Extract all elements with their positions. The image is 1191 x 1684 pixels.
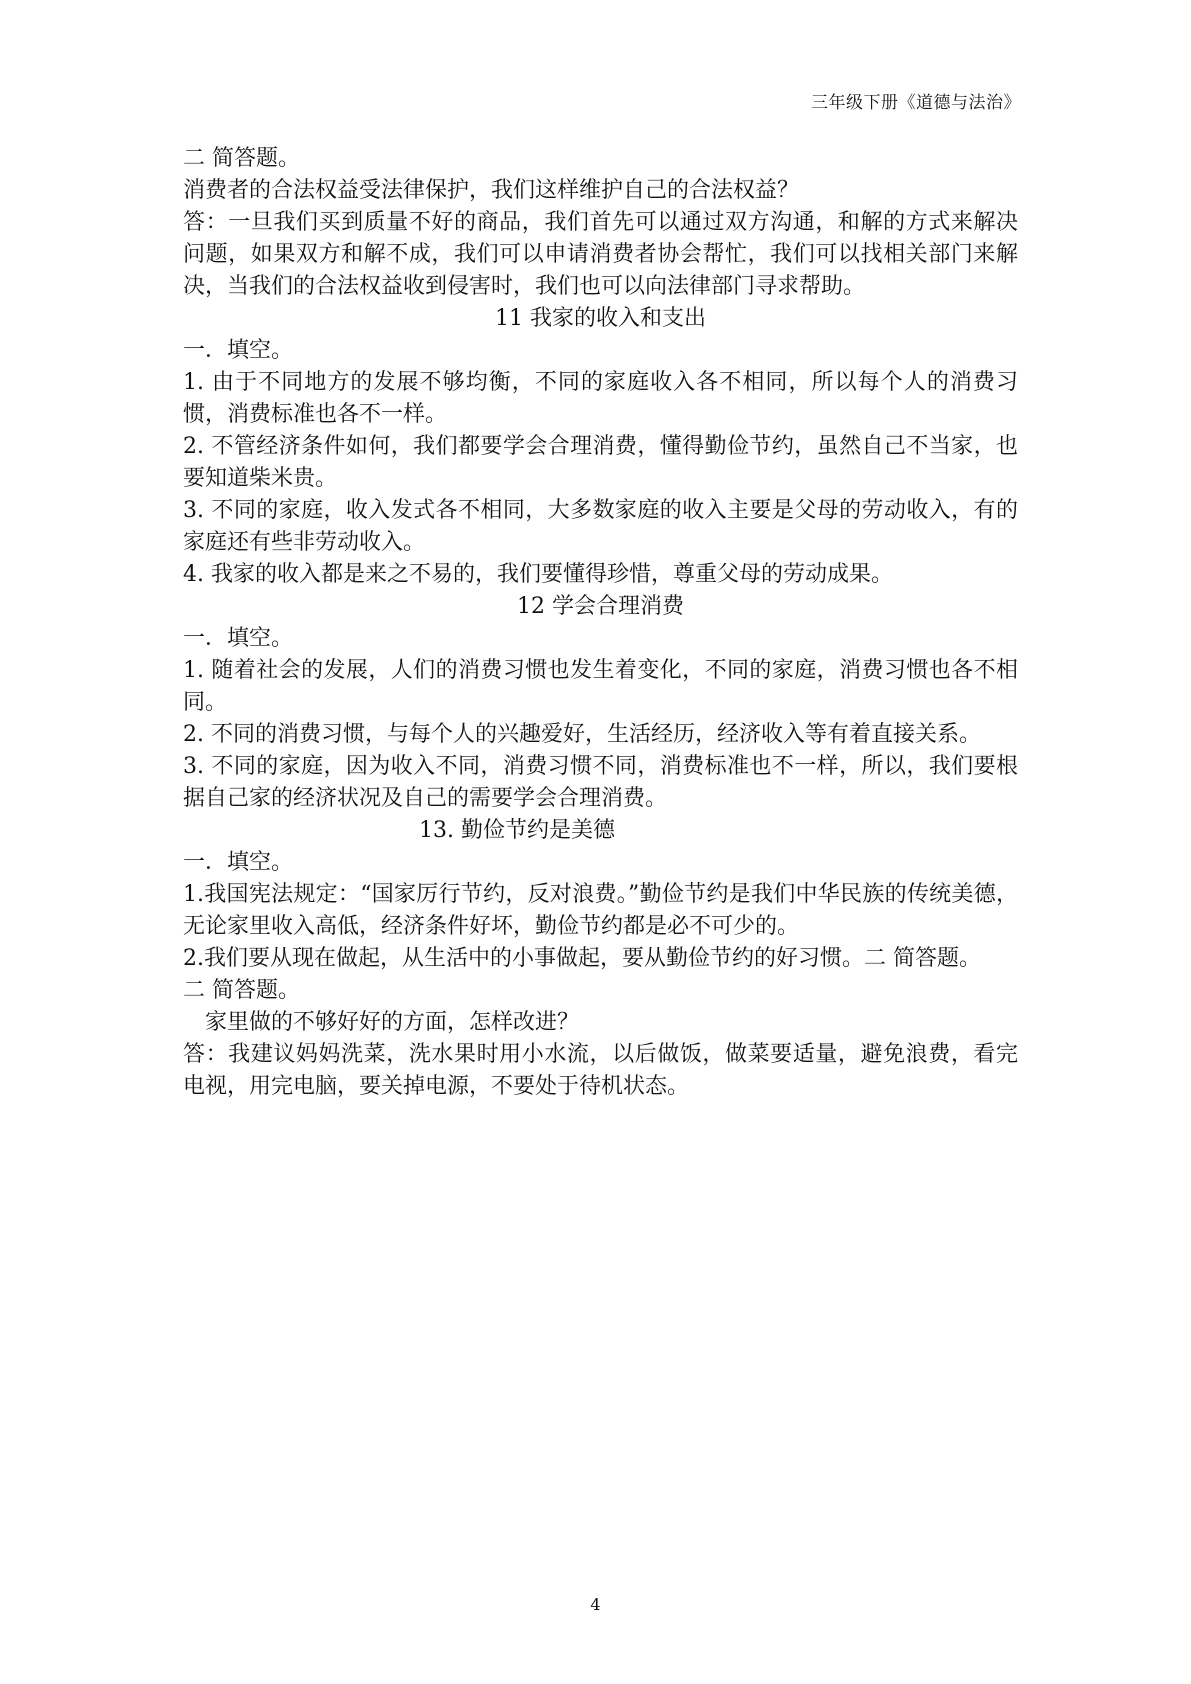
list-item: 2. 不同的消费习惯，与每个人的兴趣爱好，生活经历，经济收入等有着直接关系。 — [183, 722, 981, 747]
question-text: 家里做的不够好好的方面，怎样改进？ — [205, 1010, 580, 1035]
section-heading: 一．填空。 — [183, 850, 294, 875]
list-item: 1. 随着社会的发展，人们的消费习惯也发生着变化，不同的家庭，消费习惯也各不相同。 — [183, 658, 1018, 715]
page-number: 4 — [590, 1595, 601, 1614]
section-heading: 二 简答题。 — [183, 978, 300, 1003]
list-item: 3. 不同的家庭，因为收入不同，消费习惯不同，消费标准也不一样，所以，我们要根据自己家的经济状况及自己的需要学会合理消费。 — [183, 754, 1018, 811]
answer-text: 答：我建议妈妈洗菜，洗水果时用小水流，以后做饭，做菜要适量，避免浪费，看完电视，用完电脑，要关掉电源，不要处于待机状态。 — [183, 1042, 1018, 1099]
running-header: 三年级下册《道德与法治》 — [811, 93, 1021, 113]
list-item: 1.我国宪法规定：“国家厉行节约，反对浪费。”勤俭节约是我们中华民族的传统美德，无论家里收入高低，经济条件好坏，勤俭节约都是必不可少的。 — [183, 882, 1018, 939]
list-item: 2.我们要从现在做起，从生活中的小事做起，要从勤俭节约的好习惯。二 简答题。 — [183, 946, 981, 971]
section-heading: 一．填空。 — [183, 338, 294, 363]
list-item: 2. 不管经济条件如何，我们都要学会合理消费，懂得勤俭节约，虽然自己不当家，也要知道柴米贵。 — [183, 434, 1018, 491]
list-item: 3. 不同的家庭，收入发式各不相同，大多数家庭的收入主要是父母的劳动收入，有的家庭还有些非劳动收入。 — [183, 498, 1018, 555]
list-item: 1. 由于不同地方的发展不够均衡，不同的家庭收入各不相同，所以每个人的消费习惯，消费标准也各不一样。 — [183, 370, 1018, 427]
page-content — [183, 143, 1018, 1103]
list-item: 4. 我家的收入都是来之不易的，我们要懂得珍惜，尊重父母的劳动成果。 — [183, 562, 893, 587]
question-text: 消费者的合法权益受法律保护，我们这样维护自己的合法权益？ — [183, 178, 800, 203]
section-heading: 一．填空。 — [183, 626, 294, 651]
section-heading: 二 简答题。 — [183, 146, 300, 171]
answer-text: 答：一旦我们买到质量不好的商品，我们首先可以通过双方沟通，和解的方式来解决问题，如果双方和解不成，我们可以申请消费者协会帮忙，我们可以找相关部门来解决，当我们的合法权益收到侵害时，我们也可以向法律部门寻求帮助。 — [183, 210, 1018, 299]
section-title-11: 11 我家的收入和支出 — [495, 306, 706, 331]
section-title-13: 13. 勤俭节约是美德 — [419, 818, 615, 843]
section-title-12: 12 学会合理消费 — [517, 594, 684, 619]
